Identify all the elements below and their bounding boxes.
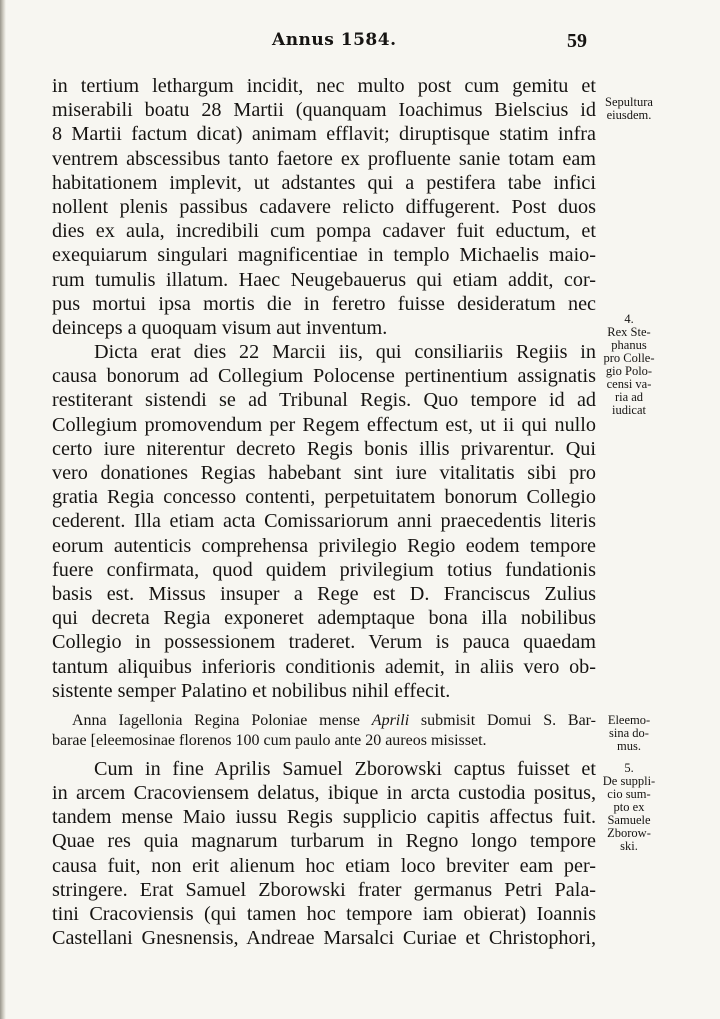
margin-note-line: Rex Ste- [607, 325, 651, 339]
margin-note-line: 4. [624, 312, 634, 326]
text-line: Quae res quia magnarum turbarum in Regno longo tempore [52, 830, 596, 853]
margin-note-line: Sepultura [605, 95, 653, 109]
margin-note-line: mus. [617, 739, 641, 753]
text-line: tantum aliquibus inferioris conditionis ademit, in aliis vero ob- [52, 655, 596, 678]
margin-note-line: Zborow- [607, 826, 651, 840]
paragraph-3 [52, 757, 596, 951]
text-line: nollent plenis passibus cadavere relicto diffugerent. Post duos [52, 195, 596, 218]
margin-note-line: ski. [620, 839, 638, 853]
text-line: habitationem implevit, ut adstantes qui a pestifera tabe infici [52, 171, 596, 194]
margin-note-line: Samuele [607, 813, 651, 827]
text-line: in tertium lethargum incidit, nec multo post cum gemitu et [52, 75, 596, 97]
text-line: basis est. Missus insuper a Rege est D. Franciscus Zulius [52, 582, 596, 605]
margin-note-eleemosina [596, 714, 662, 753]
text-line: deinceps a quoquam visum aut inventum. [52, 316, 388, 339]
note-line [52, 711, 596, 731]
text-line: vero donationes Regias habebant sint iure vitalitatis sibi pro [52, 462, 596, 484]
body-text [52, 74, 596, 950]
text-line: exequiarum singulari magnificentiae in templo Michaelis maio- [52, 244, 596, 267]
text-line: tandem mense Maio iussu Regis supplicio capitis affectus fuit. [52, 806, 596, 829]
text-line: rum tumulis illatum. Haec Neugebauerus qui etiam addit, cor- [52, 268, 596, 291]
text-line: Collegium promovendum per Regem effectum est, ut ii qui nullo [52, 413, 596, 436]
text-line: tini Cracoviensis (qui tamen hoc tempore iam obierat) Ioannis [52, 903, 596, 925]
page-edge-shadow [0, 0, 6, 1019]
text-line: causa fuit, non erit alienum hoc etiam loco breviter eam per- [52, 854, 596, 877]
margin-note-rex-stephanus [596, 313, 662, 417]
note-text: Anna Iagellonia Regina Poloniae mense [72, 711, 372, 729]
text-line: Castellani Gnesnensis, Andreae Marsalci Curiae et Christophori, [52, 927, 596, 950]
margin-note-sepultura [596, 96, 662, 122]
text-line: causa bonorum ad Collegium Polocense pertinentium assignatis [52, 365, 596, 388]
note-text: submisit Domui S. Bar- [409, 711, 597, 729]
text-line: certo iure niterentur decreto Regis bonis illis privarentur. Qui [52, 437, 596, 460]
margin-note-line: De suppli- [602, 774, 656, 788]
text-line: Dicta erat dies 22 Marcii iis, qui consiliariis Regiis in [94, 341, 596, 364]
margin-note-line: gio Polo- [605, 364, 653, 378]
text-line: ventrem abscessibus tanto faetore ex profluente sanie totam eam [52, 147, 596, 170]
note-line: barae [eleemosinae florenos 100 cum paulo ante 20 aureos misisset. [52, 731, 487, 749]
text-line: sistente semper Palatino et nobilibus nihil effecit. [52, 679, 451, 702]
text-line: fuere confirmata, quod quidem privilegium totius fundationis [52, 558, 596, 581]
text-line: qui decreta Regia exponeret ademptaque bona illa nobilibus [52, 607, 596, 630]
margin-note-line: censi va- [606, 377, 652, 391]
page-number: 59 [567, 30, 587, 52]
text-line: pus mortui ipsa mortis die in feretro fuisse desideratum nec [52, 292, 596, 315]
margin-note-line: iudicat [611, 403, 646, 417]
text-line: Collegio in possessionem traderet. Verum is pauca quaedam [52, 631, 596, 654]
running-head: Annus 1584. [272, 30, 397, 50]
margin-note-line: 5. [624, 761, 634, 775]
paragraph-1 [52, 74, 596, 340]
text-line: stringere. Erat Samuel Zborowski frater germanus Petri Pala- [52, 878, 596, 901]
text-line: restiterant sistendi se ad Tribunal Regis. Quo tempore id ad [52, 389, 596, 412]
text-line: in arcem Cracoviensem delatus, ibique in arcta custodia positus, [52, 782, 596, 805]
text-line: dies ex aula, incredibili cum pompa cadaver fuit eductum, et [52, 220, 596, 243]
margin-note-supplicio [596, 762, 662, 853]
margin-note-line: Eleemo- [607, 713, 651, 727]
margin-note-line: phanus [611, 338, 647, 352]
text-line: gratia Regia concesso contenti, perpetuitatem bonorum Collegio [52, 486, 596, 509]
margin-note-line: cio sum- [607, 787, 651, 801]
margin-note-line: pro Colle- [603, 351, 655, 365]
margin-note-line: ria ad [614, 390, 644, 404]
margin-note-line: sina do- [609, 726, 649, 740]
text-line: cederent. Illa etiam acta Comissariorum anni praecedentis literis [52, 510, 596, 533]
text-line: miserabili boatu 28 Martii (quanquam Ioachimus Bielscius id [52, 99, 596, 122]
margin-note-line: pto ex [613, 800, 645, 814]
text-line: eorum autenticis comprehensa privilegio Regio eodem tempore [52, 534, 596, 557]
footnote-paragraph [52, 711, 596, 751]
paragraph-2 [52, 340, 596, 703]
page-header [0, 30, 720, 54]
text-line: Cum in fine Aprilis Samuel Zborowski captus fuisset et [94, 757, 596, 780]
note-italic-word: Aprili [371, 711, 410, 729]
text-line: 8 Martii factum dicat) animam efflavit; diruptisque statim infra [52, 123, 596, 146]
margin-note-line: eiusdem. [606, 108, 652, 122]
